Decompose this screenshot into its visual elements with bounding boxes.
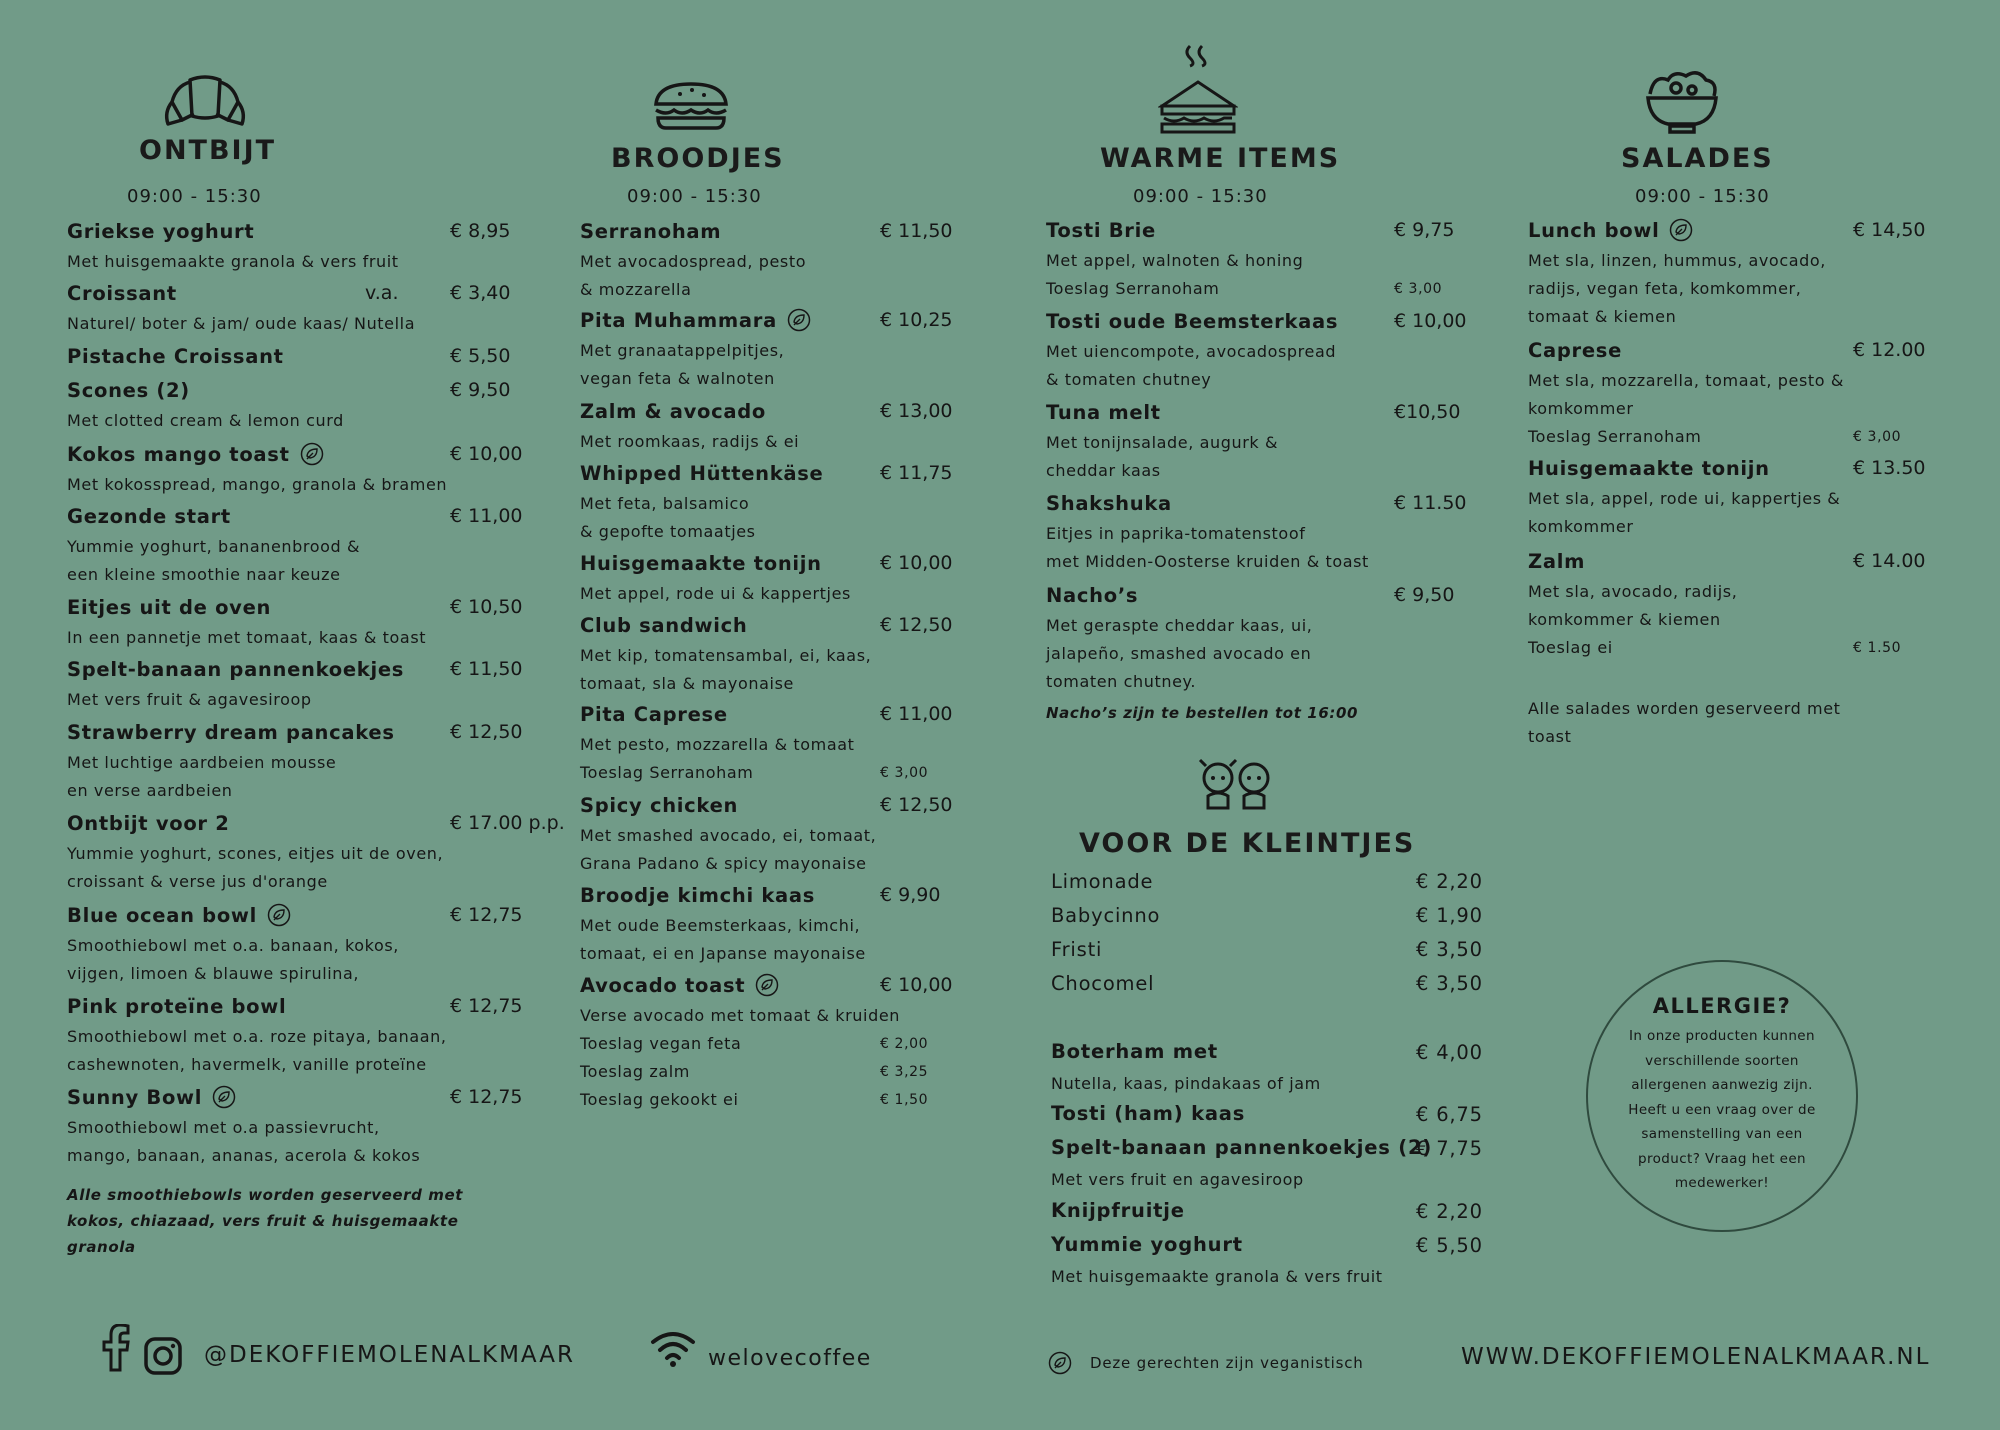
warme-note: Nacho’s zijn te bestellen tot 16:00 [1046, 704, 1359, 722]
item-description: Met pesto, mozzarella & tomaat [580, 735, 855, 754]
item-description: & mozzarella [580, 280, 692, 299]
item-description: Met kip, tomatensambal, ei, kaas, [580, 646, 872, 665]
item-description: & tomaten chutney [1046, 370, 1212, 389]
item-description: een kleine smoothie naar keuze [67, 565, 341, 584]
item-name: Gezonde start [67, 505, 231, 528]
item-name: Scones (2) [67, 379, 190, 402]
facebook-icon[interactable] [100, 1324, 130, 1372]
instagram-icon[interactable] [143, 1336, 183, 1376]
item-price: € 12.00 [1853, 339, 1926, 361]
wifi-password: welovecoffee [708, 1346, 872, 1371]
vegan-leaf-icon [1048, 1351, 1072, 1375]
item-price: € 12,50 [450, 721, 523, 743]
item-description: Met luchtige aardbeien mousse [67, 753, 337, 772]
item-name: Club sandwich [580, 614, 748, 637]
item-name: Nacho’s [1046, 584, 1139, 607]
kids-food-description: Met huisgemaakte granola & vers fruit [1051, 1267, 1383, 1286]
item-name: Tosti Brie [1046, 219, 1156, 242]
item-price: € 9,90 [880, 884, 941, 906]
item-price: € 12,50 [880, 614, 953, 636]
item-price: € 9,75 [1394, 219, 1455, 241]
item-description: radijs, vegan feta, komkommer, [1528, 279, 1802, 298]
kids-food-price: € 2,20 [1416, 1200, 1483, 1223]
item-name: Blue ocean bowl [67, 904, 258, 927]
item-description: Met oude Beemsterkaas, kimchi, [580, 916, 861, 935]
item-price: € 11,00 [880, 703, 953, 725]
item-surcharge-price: € 3,25 [880, 1064, 929, 1080]
item-description: mango, banaan, ananas, acerola & kokos [67, 1146, 421, 1165]
item-name: Kokos mango toast [67, 443, 290, 466]
item-price: € 11.50 [1394, 492, 1467, 514]
kids-food-price: € 4,00 [1416, 1041, 1483, 1064]
kids-food-description: Nutella, kaas, pindakaas of jam [1051, 1074, 1321, 1093]
item-name: Huisgemaakte tonijn [1528, 457, 1770, 480]
item-surcharge-price: € 1,50 [880, 1092, 929, 1108]
item-price: € 10,50 [450, 596, 523, 618]
vegan-leaf-icon [267, 903, 291, 927]
croissant-icon [160, 72, 250, 128]
kids-food-price: € 7,75 [1416, 1137, 1483, 1160]
kids-food-price: € 6,75 [1416, 1103, 1483, 1126]
allergy-title: ALLERGIE? [1652, 994, 1792, 1018]
item-price: € 11,50 [880, 220, 953, 242]
item-price: € 9,50 [1394, 584, 1455, 606]
item-name: Strawberry dream pancakes [67, 721, 395, 744]
broodjes-title: BROODJES [611, 143, 785, 174]
item-price: € 13.50 [1853, 457, 1926, 479]
item-description: & gepofte tomaatjes [580, 522, 756, 541]
item-price: € 8,95 [450, 220, 511, 242]
item-name: Eitjes uit de oven [67, 596, 272, 619]
item-surcharge-price: € 3,00 [880, 765, 929, 781]
item-description: Met clotted cream & lemon curd [67, 411, 344, 430]
salades-note: Alle salades worden geserveerd met toast [1528, 699, 1841, 746]
item-description: Grana Padano & spicy mayonaise [580, 854, 867, 873]
item-description: Yummie yoghurt, scones, eitjes uit de oven, [67, 844, 444, 863]
item-name: Broodje kimchi kaas [580, 884, 816, 907]
vegan-note: Deze gerechten zijn veganistisch [1090, 1354, 1364, 1372]
item-price: € 9,50 [450, 379, 511, 401]
item-name: Pistache Croissant [67, 345, 284, 368]
item-description: vegan feta & walnoten [580, 369, 775, 388]
item-price: €10,50 [1394, 401, 1461, 423]
item-description: cashewnoten, havermelk, vanille proteïne [67, 1055, 427, 1074]
kids-title: VOOR DE KLEINTJES [1079, 828, 1416, 859]
ontbijt-menu-item [67, 443, 523, 494]
item-price: € 14.00 [1853, 550, 1926, 572]
item-name: Huisgemaakte tonijn [580, 552, 822, 575]
item-description: Met kokosspread, mango, granola & bramen [67, 475, 448, 494]
item-description: Met huisgemaakte granola & vers fruit [67, 252, 399, 271]
broodjes-menu-item [580, 309, 953, 388]
wifi-icon [650, 1330, 696, 1368]
item-extra: v.a. [365, 282, 399, 304]
ontbijt-hours: 09:00 - 15:30 [127, 186, 262, 207]
item-description: Met sla, linzen, hummus, avocado, [1528, 251, 1826, 270]
item-description: Met smashed avocado, ei, tomaat, [580, 826, 877, 845]
item-price: € 11,50 [450, 658, 523, 680]
kids-drink-name: Fristi [1051, 938, 1103, 961]
ontbijt-menu-item [67, 1086, 523, 1165]
item-description: Met appel, walnoten & honing [1046, 251, 1304, 270]
item-price: € 10,00 [880, 552, 953, 574]
item-description: croissant & verse jus d'orange [67, 872, 328, 891]
kids-drink-name: Babycinno [1051, 904, 1161, 927]
item-description: en verse aardbeien [67, 781, 233, 800]
salades-title: SALADES [1621, 143, 1774, 174]
salades-menu-item [1528, 219, 1926, 326]
kids-icon [1196, 756, 1276, 812]
item-name: Ontbijt voor 2 [67, 812, 230, 835]
item-surcharge-label: Toeslag gekookt ei [580, 1090, 739, 1109]
vegan-leaf-icon [787, 308, 811, 332]
item-surcharge-label: Toeslag Serranoham [1528, 427, 1702, 446]
item-description: Smoothiebowl met o.a passievrucht, [67, 1118, 380, 1137]
item-description: Met sla, mozzarella, tomaat, pesto & [1528, 371, 1844, 390]
item-price: € 14,50 [1853, 219, 1926, 241]
kids-drink-name: Chocomel [1051, 972, 1155, 995]
item-description: Eitjes in paprika-tomatenstoof [1046, 524, 1306, 543]
item-price: € 13,00 [880, 400, 953, 422]
item-name: Caprese [1528, 339, 1623, 362]
item-description: Met sla, avocado, radijs, [1528, 582, 1738, 601]
item-price: € 10,00 [880, 974, 953, 996]
item-description: Met uiencompote, avocadospread [1046, 342, 1337, 361]
vegan-leaf-icon [300, 442, 324, 466]
item-price: € 3,40 [450, 282, 511, 304]
social-handle[interactable]: @DEKOFFIEMOLENALKMAAR [204, 1342, 576, 1368]
item-name: Pita Caprese [580, 703, 728, 726]
item-description: cheddar kaas [1046, 461, 1161, 480]
item-price: € 5,50 [450, 345, 511, 367]
kids-drink-price: € 1,90 [1416, 904, 1483, 927]
salades-hours: 09:00 - 15:30 [1635, 186, 1770, 207]
ontbijt-menu-item [67, 904, 523, 983]
item-description: komkommer [1528, 517, 1634, 536]
item-description: Met roomkaas, radijs & ei [580, 432, 800, 451]
item-surcharge-label: Toeslag Serranoham [580, 763, 754, 782]
item-description: Met avocadospread, pesto [580, 252, 807, 271]
vegan-leaf-icon [212, 1085, 236, 1109]
item-name: Spelt-banaan pannenkoekjes [67, 658, 405, 681]
item-name: Tosti oude Beemsterkaas [1046, 310, 1339, 333]
sandwich-icon [1158, 42, 1238, 136]
item-name: Serranoham [580, 220, 722, 243]
item-price: € 17.00 p.p. [450, 812, 565, 834]
item-name: Shakshuka [1046, 492, 1172, 515]
item-name: Avocado toast [580, 974, 746, 997]
item-price: € 10,25 [880, 309, 953, 331]
allergy-notice [1586, 960, 1858, 1232]
item-description: Verse avocado met tomaat & kruiden [580, 1006, 901, 1025]
item-description: tomaat & kiemen [1528, 307, 1677, 326]
salad-bowl-icon [1644, 68, 1720, 134]
item-name: Sunny Bowl [67, 1086, 203, 1109]
item-price: € 10,00 [1394, 310, 1467, 332]
warme-title: WARME ITEMS [1100, 143, 1341, 174]
item-description: jalapeño, smashed avocado en [1046, 644, 1312, 663]
item-description: Yummie yoghurt, bananenbrood & [67, 537, 361, 556]
item-description: Smoothiebowl met o.a. banaan, kokos, [67, 936, 399, 955]
broodjes-menu-item [580, 974, 953, 1109]
item-surcharge-label: Toeslag vegan feta [580, 1034, 742, 1053]
kids-food-price: € 5,50 [1416, 1234, 1483, 1257]
item-description: Met vers fruit & agavesiroop [67, 690, 312, 709]
kids-drink-name: Limonade [1051, 870, 1154, 893]
item-name: Croissant [67, 282, 177, 305]
item-description: Met feta, balsamico [580, 494, 750, 513]
kids-drink-price: € 2,20 [1416, 870, 1483, 893]
item-description: Met appel, rode ui & kappertjes [580, 584, 851, 603]
item-surcharge-price: € 1.50 [1853, 640, 1902, 656]
item-description: Met geraspte cheddar kaas, ui, [1046, 616, 1313, 635]
website-link[interactable]: WWW.DEKOFFIEMOLENALKMAAR.NL [1461, 1344, 1931, 1370]
kids-food-name: Tosti (ham) kaas [1051, 1102, 1246, 1125]
item-price: € 12,75 [450, 1086, 523, 1108]
item-name: Griekse yoghurt [67, 220, 255, 243]
item-description: vijgen, limoen & blauwe spirulina, [67, 964, 360, 983]
kids-drink-price: € 3,50 [1416, 938, 1483, 961]
item-surcharge-label: Toeslag Serranoham [1046, 279, 1220, 298]
item-name: Zalm & avocado [580, 400, 767, 423]
item-price: € 11,75 [880, 462, 953, 484]
item-name: Pita Muhammara [580, 309, 777, 332]
item-price: € 12,75 [450, 995, 523, 1017]
item-description: Met granaatappelpitjes, [580, 341, 785, 360]
item-surcharge-price: € 3,00 [1853, 429, 1902, 445]
kids-food-name: Yummie yoghurt [1051, 1233, 1243, 1256]
vegan-leaf-icon [1669, 218, 1693, 242]
item-description: Met tonijnsalade, augurk & [1046, 433, 1279, 452]
vegan-leaf-icon [755, 973, 779, 997]
item-description: Smoothiebowl met o.a. roze pitaya, banaan, [67, 1027, 447, 1046]
item-price: € 11,00 [450, 505, 523, 527]
item-surcharge-price: € 2,00 [880, 1036, 929, 1052]
item-price: € 12,75 [450, 904, 523, 926]
item-description: Met sla, appel, rode ui, kappertjes & [1528, 489, 1841, 508]
warme-hours: 09:00 - 15:30 [1133, 186, 1268, 207]
burger-icon [652, 80, 730, 132]
ontbijt-note: Alle smoothiebowls worden geserveerd met kokos, chiazaad, vers fruit & huisgemaakte granola [67, 1186, 464, 1256]
ontbijt-title: ONTBIJT [139, 135, 277, 166]
item-surcharge-label: Toeslag zalm [580, 1062, 690, 1081]
item-price: € 12,50 [880, 794, 953, 816]
item-description: tomaat, sla & mayonaise [580, 674, 794, 693]
item-name: Spicy chicken [580, 794, 739, 817]
item-name: Pink proteïne bowl [67, 995, 287, 1018]
item-description: In een pannetje met tomaat, kaas & toast [67, 628, 427, 647]
item-description: met Midden-Oosterse kruiden & toast [1046, 552, 1369, 571]
item-description: komkommer [1528, 399, 1634, 418]
item-name: Tuna melt [1046, 401, 1161, 424]
allergy-text: In onze producten kunnen verschillende soorten allergenen aanwezig zijn. Heeft u een vraag over de samenstelling van een product? Vraag het een medewerker! [1628, 1028, 1816, 1191]
item-name: Whipped Hüttenkäse [580, 462, 824, 485]
item-description: tomaten chutney. [1046, 672, 1197, 691]
item-surcharge-label: Toeslag ei [1528, 638, 1613, 657]
item-description: komkommer & kiemen [1528, 610, 1721, 629]
kids-food-name: Knijpfruitje [1051, 1199, 1185, 1222]
kids-drink-price: € 3,50 [1416, 972, 1483, 995]
item-price: € 10,00 [450, 443, 523, 465]
kids-food-description: Met vers fruit en agavesiroop [1051, 1170, 1304, 1189]
item-name: Zalm [1528, 550, 1586, 573]
item-description: Naturel/ boter & jam/ oude kaas/ Nutella [67, 314, 416, 333]
item-description: tomaat, ei en Japanse mayonaise [580, 944, 866, 963]
kids-food-name: Spelt-banaan pannenkoekjes (2) [1051, 1136, 1433, 1159]
item-surcharge-price: € 3,00 [1394, 281, 1443, 297]
item-name: Lunch bowl [1528, 219, 1660, 242]
broodjes-hours: 09:00 - 15:30 [627, 186, 762, 207]
kids-food-name: Boterham met [1051, 1040, 1219, 1063]
